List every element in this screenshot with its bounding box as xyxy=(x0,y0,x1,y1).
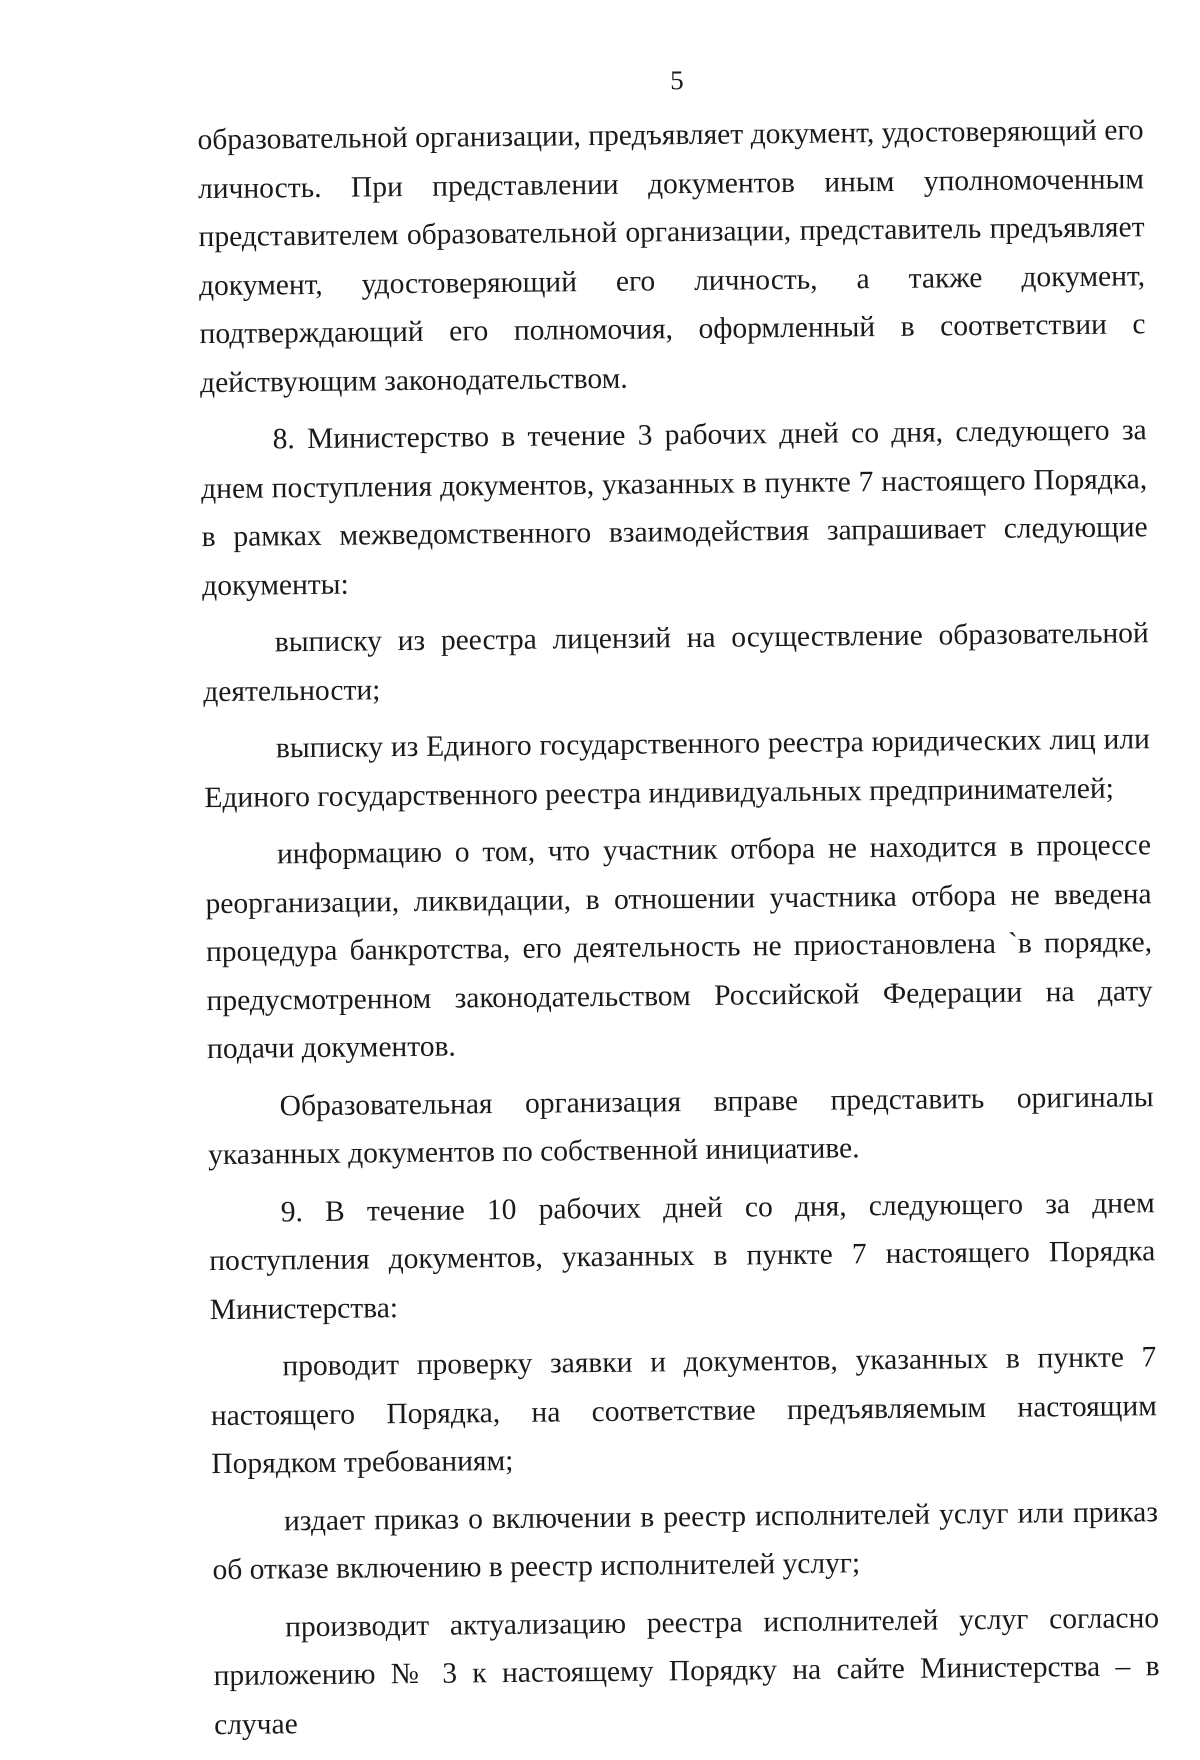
document-body xyxy=(197,106,1160,1758)
page-number: 5 xyxy=(670,65,684,96)
paragraph-item-9: 9. В течение 10 рабочих дней со дня, следующего за днем поступления документов, указанных в пункте 7 настоящего Порядка Министерства: xyxy=(209,1186,1156,1326)
paragraph-issue-order: издает приказ о включении в реестр исполнителей услуг или приказ об отказе включению в реестр исполнителей услуг; xyxy=(212,1495,1159,1587)
paragraph-continuation: образовательной организации, предъявляет документ, удостоверяющий его личность. При представлении документов иным уполномоченным представителем образовательной организации, представитель предъявляет документ, удостоверяющий его личность, а также документ, подтверждающий его полномочия, оформленный в соответствии с действующим законодательством. xyxy=(197,114,1146,399)
paragraph-originals: Образовательная организация вправе представить оригиналы указанных документов по собственной инициативе. xyxy=(208,1080,1154,1172)
paragraph-item-8: 8. Министерство в течение 3 рабочих дней со дня, следующего за днем поступления документов, указанных в пункте 7 настоящего Порядка, в рамках межведомственного взаимодействия запрашивает следующие документы: xyxy=(201,414,1148,602)
paragraph-update-register: производит актуализацию реестра исполнителей услуг согласно приложению № 3 к настоящему Порядку на сайте Министерства – в случае xyxy=(213,1601,1160,1741)
paragraph-reorganization-info: информацию о том, что участник отбора не находится в процессе реорганизации, ликвидации, в отношении участника отбора не введена процедура банкротства, его деятельность не приостановлена `в порядке, предусмотренном законодательством Российской Федерации на дату подачи документов. xyxy=(205,829,1153,1066)
paragraph-register-extract: выписку из Единого государственного реестра юридических лиц или Единого государственного реестра индивидуальных предпринимателей; xyxy=(204,723,1151,814)
paragraph-check-application: проводит проверку заявки и документов, указанных в пункте 7 настоящего Порядка, на соответствие предъявляемым настоящим Порядком требованиям; xyxy=(210,1341,1158,1481)
paragraph-license-extract: выписку из реестра лицензий на осуществление образовательной деятельности; xyxy=(203,617,1149,708)
